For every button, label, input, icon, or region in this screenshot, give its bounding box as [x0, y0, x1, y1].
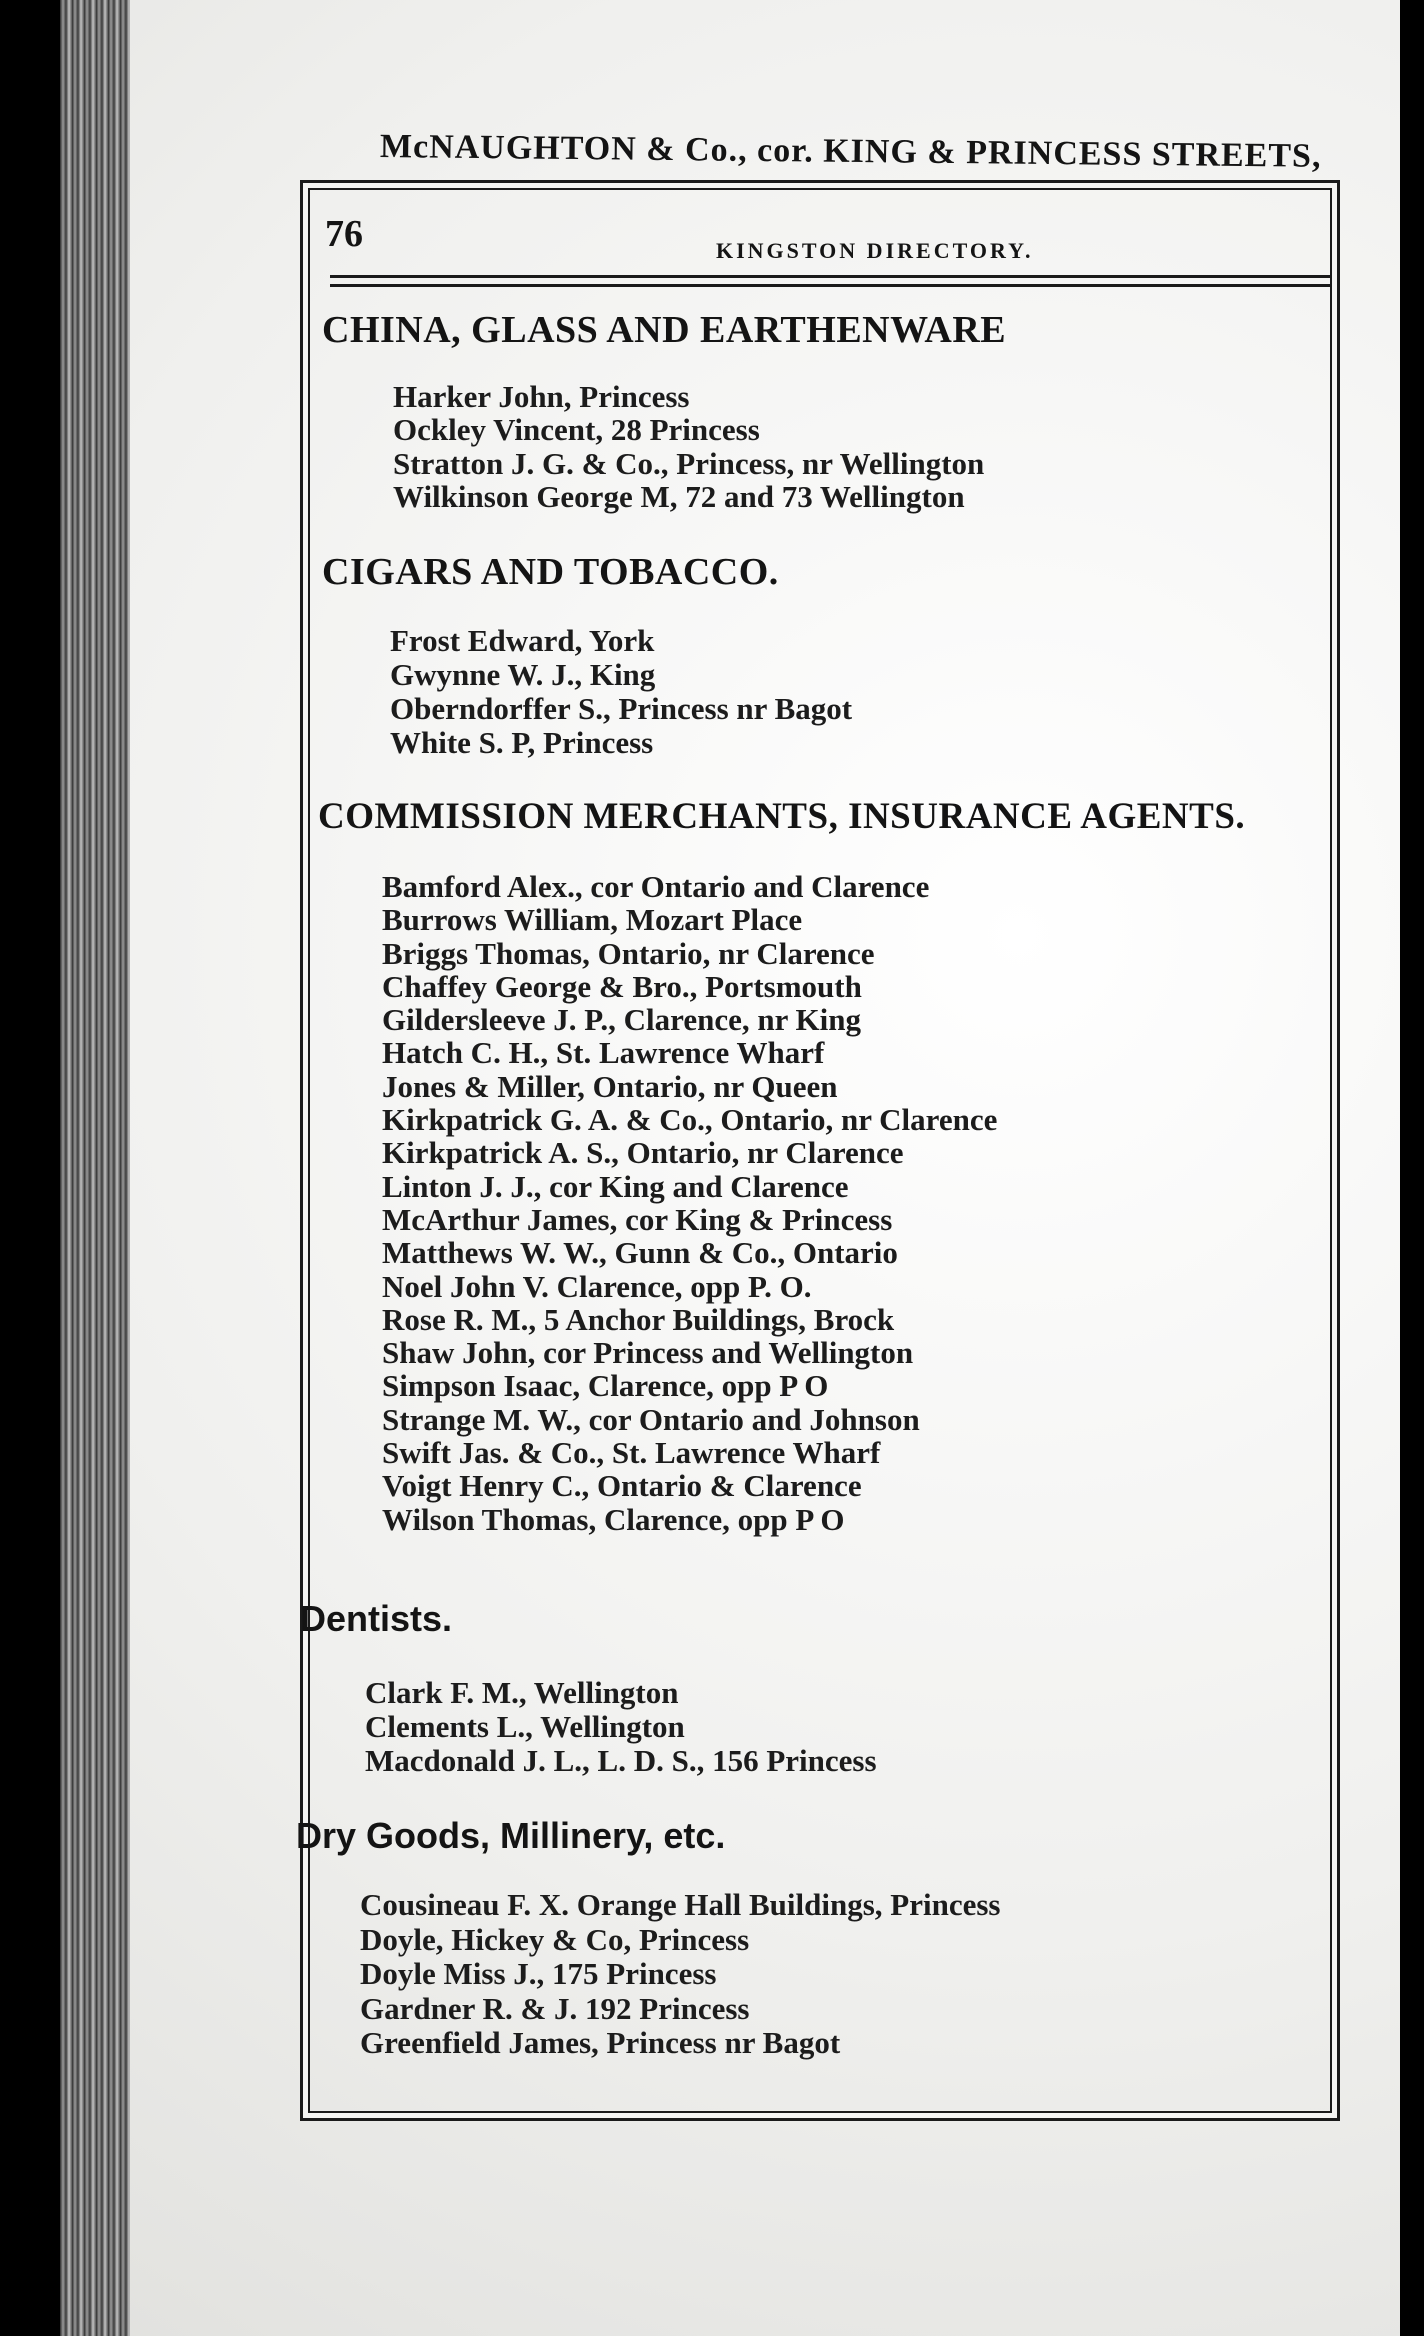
list-item: Cousineau F. X. Orange Hall Buildings, Princess — [360, 1887, 1001, 1922]
list-item: Chaffey George & Bro., Portsmouth — [382, 968, 862, 1004]
list-item: Burrows William, Mozart Place — [382, 902, 803, 938]
list-item: Kirkpatrick G. A. & Co., Ontario, nr Clarence — [382, 1102, 998, 1138]
list-item: Doyle, Hickey & Co, Princess — [360, 1921, 750, 1957]
section-heading-dry-goods: Dry Goods, Millinery, etc. — [296, 1815, 726, 1856]
header-rule-bottom — [330, 284, 1330, 287]
list-item: Clements L., Wellington — [365, 1709, 685, 1744]
list-item: Frost Edward, York — [390, 623, 655, 658]
entry-list-cigars — [390, 624, 852, 760]
section-heading-china-glass: CHINA, GLASS AND EARTHENWARE — [322, 309, 1007, 351]
list-item: Swift Jas. & Co., St. Lawrence Wharf — [382, 1435, 881, 1471]
entry-list-dentists — [365, 1676, 877, 1778]
list-item: Kirkpatrick A. S., Ontario, nr Clarence — [382, 1135, 904, 1171]
list-item: Shaw John, cor Princess and Wellington — [382, 1335, 914, 1371]
page-number: 76 — [325, 213, 363, 255]
scan-border-right — [1400, 0, 1424, 2336]
list-item: Wilkinson George M, 72 and 73 Wellington — [393, 478, 965, 514]
list-item: Clark F. M., Wellington — [365, 1675, 679, 1710]
list-item: Oberndorffer S., Princess nr Bagot — [390, 691, 853, 726]
entry-list-dry-goods — [360, 1888, 1000, 2061]
list-item: Voigt Henry C., Ontario & Clarence — [382, 1468, 862, 1504]
page-header: KINGSTON DIRECTORY. — [716, 238, 1034, 263]
list-item: Simpson Isaac, Clarence, opp P O — [382, 1368, 829, 1404]
list-item: Briggs Thomas, Ontario, nr Clarence — [382, 935, 875, 971]
list-item: Linton J. J., cor King and Clarence — [382, 1168, 849, 1204]
list-item: McArthur James, cor King & Princess — [382, 1201, 893, 1237]
header-rule-top — [330, 275, 1330, 278]
running-head-advertisement: McNAUGHTON & Co., cor. KING & PRINCESS STREETS, — [379, 128, 1322, 175]
list-item: Stratton J. G. & Co., Princess, nr Wellington — [393, 445, 985, 481]
list-item: Rose R. M., 5 Anchor Buildings, Brock — [382, 1301, 895, 1337]
list-item: Strange M. W., cor Ontario and Johnson — [382, 1401, 920, 1437]
list-item: Jones & Miller, Ontario, nr Queen — [382, 1068, 838, 1104]
list-item: Wilson Thomas, Clarence, opp P O — [382, 1501, 845, 1537]
list-item: Harker John, Princess — [393, 379, 690, 414]
list-item: Hatch C. H., St. Lawrence Wharf — [382, 1035, 825, 1071]
entry-list-china-glass — [393, 380, 984, 513]
list-item: Bamford Alex., cor Ontario and Clarence — [382, 869, 930, 904]
scan-border-left — [0, 0, 60, 2336]
list-item: Macdonald J. L., L. D. S., 156 Princess — [365, 1743, 877, 1778]
list-item: Gildersleeve J. P., Clarence, nr King — [382, 1002, 862, 1038]
book-page-edges — [60, 0, 130, 2336]
list-item: White S. P, Princess — [390, 725, 654, 760]
entry-list-commission-merchants — [382, 870, 997, 1536]
section-heading-commission-merchants: COMMISSION MERCHANTS, INSURANCE AGENTS. — [318, 796, 1246, 837]
section-heading-dentists: Dentists. — [300, 1598, 453, 1639]
list-item: Gwynne W. J., King — [390, 657, 656, 692]
section-heading-cigars: CIGARS AND TOBACCO. — [322, 551, 779, 593]
list-item: Gardner R. & J. 192 Princess — [360, 1990, 750, 2026]
list-item: Matthews W. W., Gunn & Co., Ontario — [382, 1235, 898, 1271]
list-item: Noel John V. Clarence, opp P. O. — [382, 1268, 812, 1304]
list-item: Greenfield James, Princess nr Bagot — [360, 2025, 841, 2061]
list-item: Ockley Vincent, 28 Princess — [393, 412, 760, 448]
list-item: Doyle Miss J., 175 Princess — [360, 1956, 717, 1992]
